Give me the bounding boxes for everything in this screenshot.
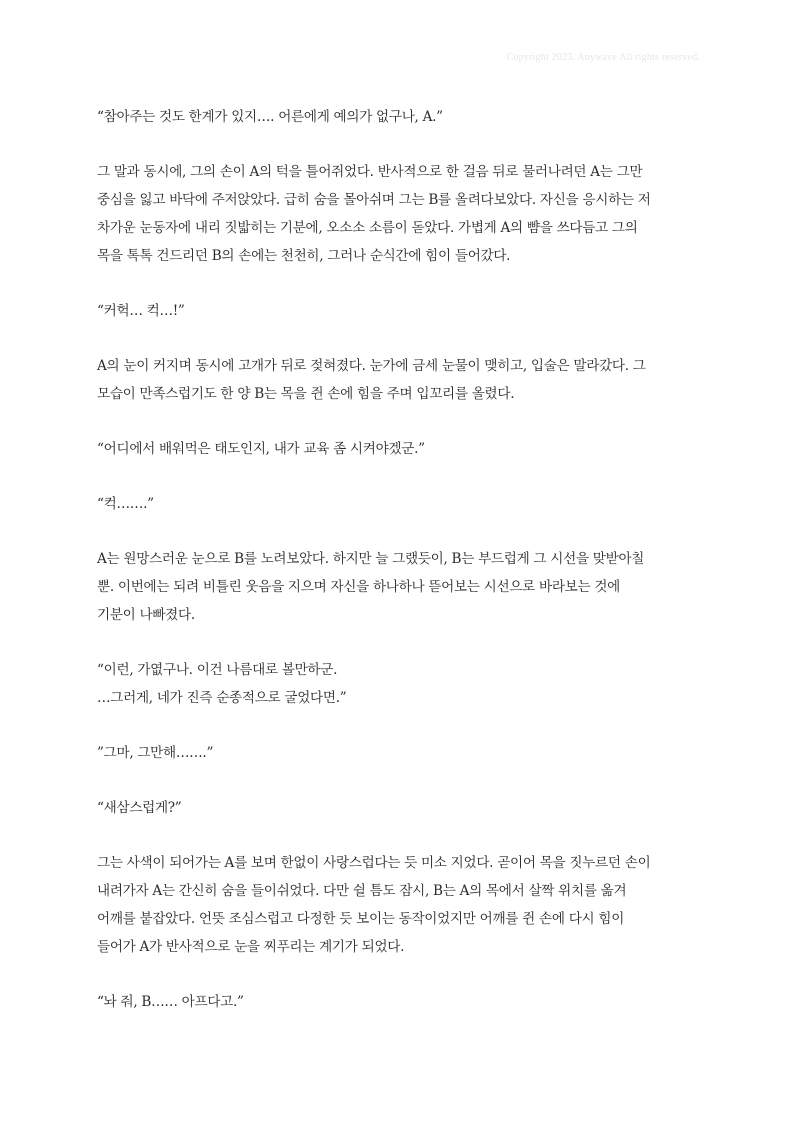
paragraph-1 [97,103,700,131]
story-text [97,103,700,1016]
text-line: 들어가 A가 반사적으로 눈을 찌푸리는 계기가 되었다. [97,939,405,955]
text-line: “어디에서 배워먹은 태도인지, 내가 교육 좀 시켜야겠군.” [97,441,425,457]
text-line: A는 원망스러운 눈으로 B를 노려보았다. 하지만 늘 그랬듯이, B는 부드럽게 그 시선을 맞받아칠 [97,551,645,567]
text-line: “컥…….” [97,496,154,512]
paragraph-4 [97,352,700,408]
text-line: 차가운 눈동자에 내리 짓밟히는 기분에, 오소소 소름이 돋았다. 가볍게 A의 뺨을 쓰다듬고 그의 [97,220,638,236]
paragraph-12 [97,988,700,1016]
paragraph-10 [97,794,700,822]
paragraph-3 [97,297,700,325]
text-line: 목을 톡톡 건드리던 B의 손에는 천천히, 그러나 순식간에 힘이 들어갔다. [97,248,511,264]
text-line: “커헉… 컥…!” [97,303,185,319]
paragraph-9 [97,739,700,767]
copyright-watermark: Copyright 2023. Anywave All rights reserved. [506,52,700,63]
text-line: …그러게, 네가 진즉 순종적으로 굴었다면.” [97,690,347,706]
text-line: 내려가자 A는 간신히 숨을 들이쉬었다. 다만 쉴 틈도 잠시, B는 A의 목에서 살짝 위치를 옮겨 [97,883,627,899]
paragraph-6 [97,490,700,518]
text-line: 모습이 만족스럽기도 한 양 B는 목을 쥔 손에 힘을 주며 입꼬리를 올렸다. [97,386,515,402]
text-line: “참아주는 것도 한계가 있지…. 어른에게 예의가 없구나, A.” [97,109,443,125]
paragraph-11 [97,849,700,961]
text-line: 뿐. 이번에는 되려 비틀린 웃음을 지으며 자신을 하나하나 뜯어보는 시선으로 바라보는 것에 [97,579,621,595]
text-line: A의 눈이 커지며 동시에 고개가 뒤로 젖혀졌다. 눈가에 금세 눈물이 맺히고, 입술은 말라갔다. 그 [97,358,646,374]
text-line: 그 말과 동시에, 그의 손이 A의 턱을 틀어쥐었다. 반사적으로 한 걸음 뒤로 물러나려던 A는 그만 [97,164,643,180]
text-line: 그는 사색이 되어가는 A를 보며 한없이 사랑스럽다는 듯 미소 지었다. 곧이어 목을 짓누르던 손이 [97,855,651,871]
paragraph-2 [97,158,700,270]
text-line: ”그마, 그만해…….” [97,745,214,761]
text-line: 어깨를 붙잡았다. 언뜻 조심스럽고 다정한 듯 보이는 동작이었지만 어깨를 쥔 손에 다시 힘이 [97,911,625,927]
paragraph-7 [97,545,700,629]
text-line: “놔 줘, B…… 아프다고.” [97,994,244,1010]
text-line: 기분이 나빠졌다. [97,607,195,623]
text-line: “이런, 가엾구나. 이건 나름대로 볼만하군. [97,662,338,678]
text-line: 중심을 잃고 바닥에 주저앉았다. 급히 숨을 몰아쉬며 그는 B를 올려다보았다. 자신을 응시하는 저 [97,192,651,208]
paragraph-8 [97,656,700,712]
paragraph-5 [97,435,700,463]
text-line: “새삼스럽게?” [97,800,182,816]
